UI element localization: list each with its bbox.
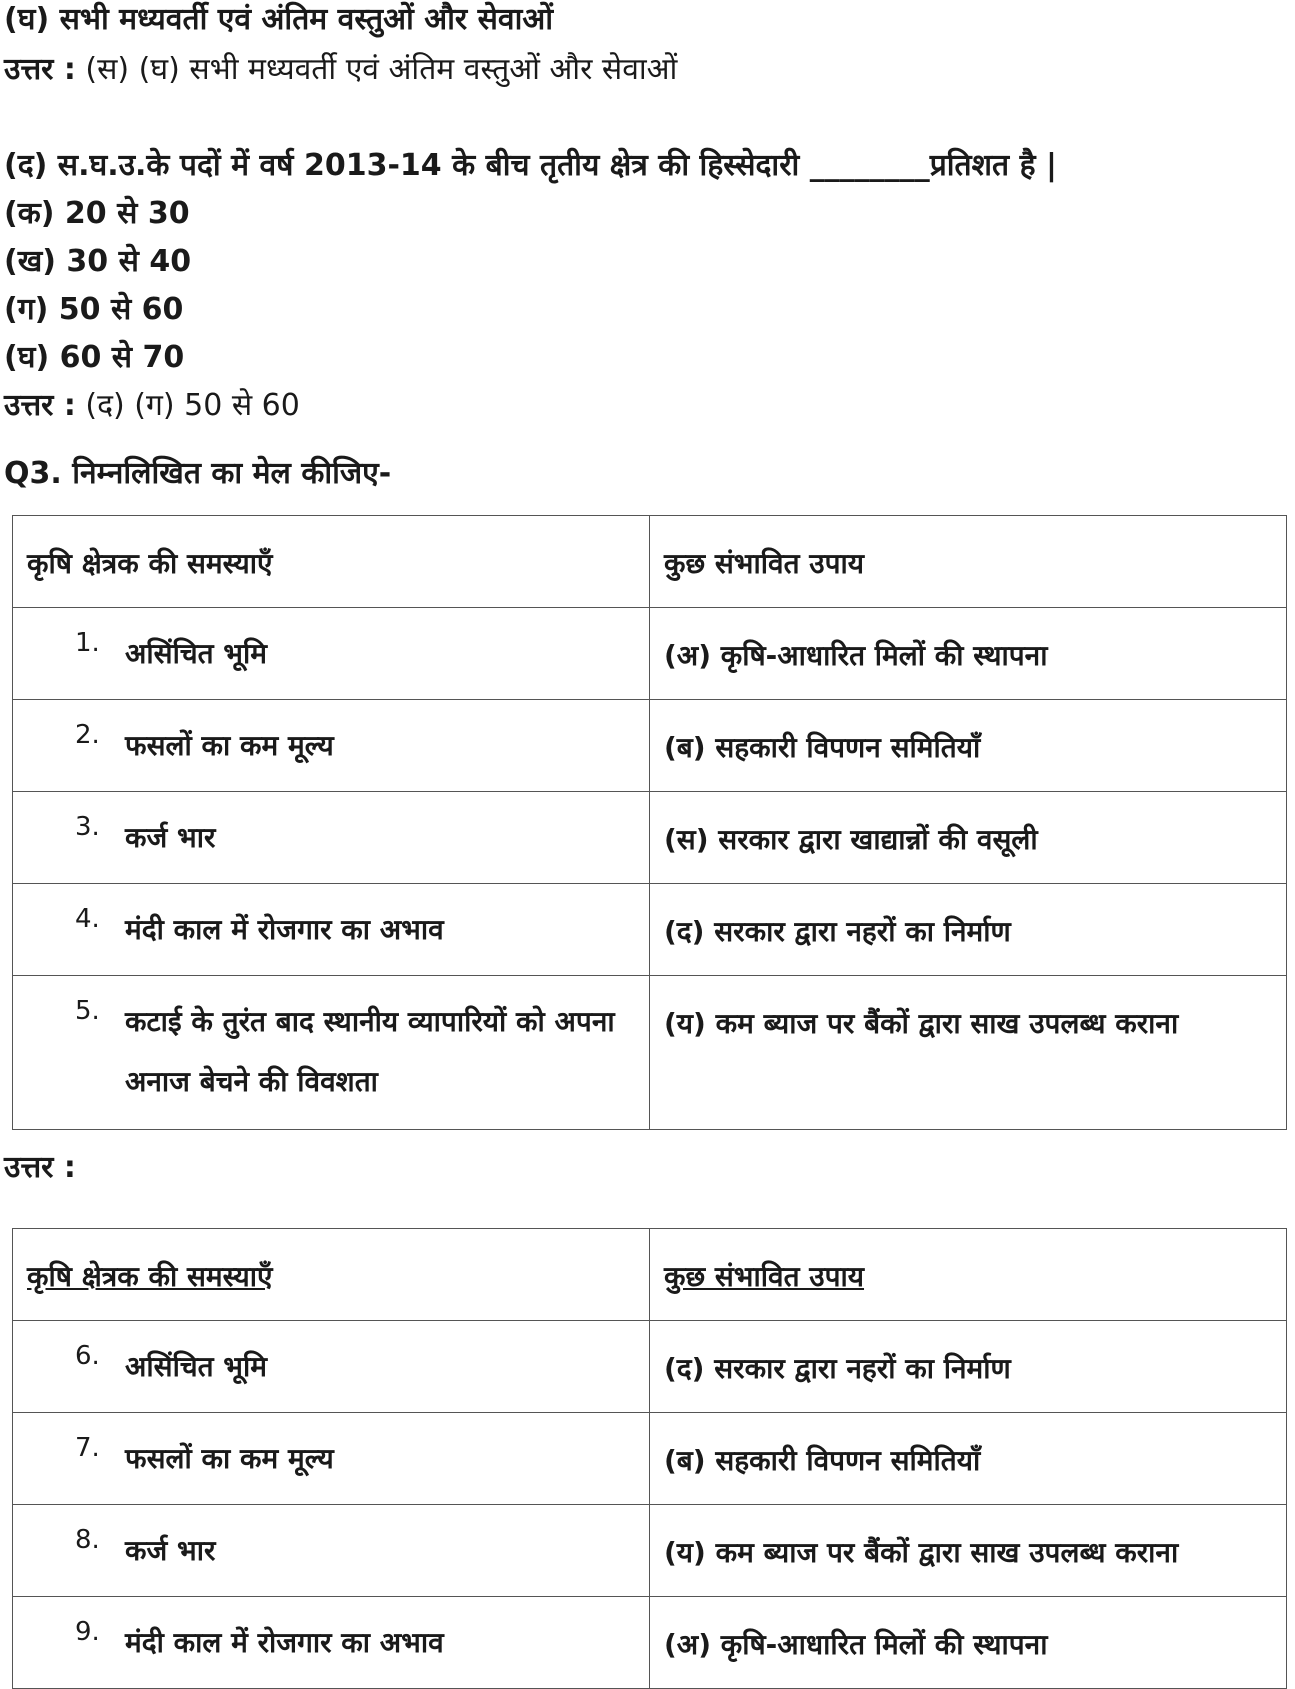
table-row — [13, 792, 1287, 884]
option-gha-2: (घ) 60 से 70 — [4, 340, 185, 375]
table-row — [13, 1505, 1287, 1597]
solution-cell: (द) सरकार द्वारा नहरों का निर्माण — [650, 884, 1287, 976]
question-d: (द) स.घ.उ.के पदों में वर्ष 2013-14 के बीच तृतीय क्षेत्र की हिस्सेदारी ________प्रतिशत है | — [4, 148, 1057, 183]
answer-label: उत्तर : — [4, 388, 76, 423]
problem-cell: 8. कर्ज भार — [13, 1505, 650, 1597]
option-gha: (घ) सभी मध्यवर्ती एवं अंतिम वस्तुओं और सेवाओं — [4, 2, 554, 37]
answer-text: (द) (ग) 50 से 60 — [75, 388, 300, 423]
problem-cell: 9. मंदी काल में रोजगार का अभाव — [13, 1597, 650, 1689]
option-ga: (ग) 50 से 60 — [4, 292, 184, 327]
problem-cell: 3. कर्ज भार — [13, 792, 650, 884]
table-row — [13, 1321, 1287, 1413]
solution-cell: (अ) कृषि-आधारित मिलों की स्थापना — [650, 1597, 1287, 1689]
option-ka: (क) 20 से 30 — [4, 196, 190, 231]
answer-text: (स) (घ) सभी मध्यवर्ती एवं अंतिम वस्तुओं और सेवाओं — [75, 52, 678, 87]
problem-cell: 2. फसलों का कम मूल्य — [13, 700, 650, 792]
table-header-row — [13, 516, 1287, 608]
header-cell-problems: कृषि क्षेत्रक की समस्याएँ — [13, 1229, 650, 1321]
solution-cell: (द) सरकार द्वारा नहरों का निर्माण — [650, 1321, 1287, 1413]
table-row — [13, 1597, 1287, 1689]
q3-title: Q3. निम्नलिखित का मेल कीजिए- — [4, 456, 392, 491]
problem-cell: 5. कटाई के तुरंत बाद स्थानीय व्यापारियों को अपना अनाज बेचने की विवशता — [13, 976, 650, 1130]
problem-cell: 1. असिंचित भूमि — [13, 608, 650, 700]
solution-cell: (ब) सहकारी विपणन समितियाँ — [650, 1413, 1287, 1505]
match-table-question — [12, 515, 1287, 1130]
solution-cell: (ब) सहकारी विपणन समितियाँ — [650, 700, 1287, 792]
answer-line-3 — [4, 1150, 76, 1186]
problem-cell: 7. फसलों का कम मूल्य — [13, 1413, 650, 1505]
table-row — [13, 884, 1287, 976]
table-row — [13, 608, 1287, 700]
header-cell-problems: कृषि क्षेत्रक की समस्याएँ — [13, 516, 650, 608]
header-cell-solutions: कुछ संभावित उपाय — [650, 1229, 1287, 1321]
solution-cell: (स) सरकार द्वारा खाद्यान्नों की वसूली — [650, 792, 1287, 884]
problem-cell: 6. असिंचित भूमि — [13, 1321, 650, 1413]
table-header-row — [13, 1229, 1287, 1321]
option-kha: (ख) 30 से 40 — [4, 244, 192, 279]
table-row — [13, 976, 1287, 1130]
solution-cell: (अ) कृषि-आधारित मिलों की स्थापना — [650, 608, 1287, 700]
answer-line-2 — [4, 388, 300, 424]
solution-cell: (य) कम ब्याज पर बैंकों द्वारा साख उपलब्ध कराना — [650, 1505, 1287, 1597]
header-cell-solutions: कुछ संभावित उपाय — [650, 516, 1287, 608]
answer-line-1 — [4, 52, 677, 88]
match-table-answer — [12, 1228, 1287, 1689]
table-row — [13, 1413, 1287, 1505]
answer-label: उत्तर : — [4, 1150, 76, 1185]
problem-cell: 4. मंदी काल में रोजगार का अभाव — [13, 884, 650, 976]
answer-label: उत्तर : — [4, 52, 76, 87]
table-row — [13, 700, 1287, 792]
solution-cell: (य) कम ब्याज पर बैंकों द्वारा साख उपलब्ध कराना — [650, 976, 1287, 1130]
